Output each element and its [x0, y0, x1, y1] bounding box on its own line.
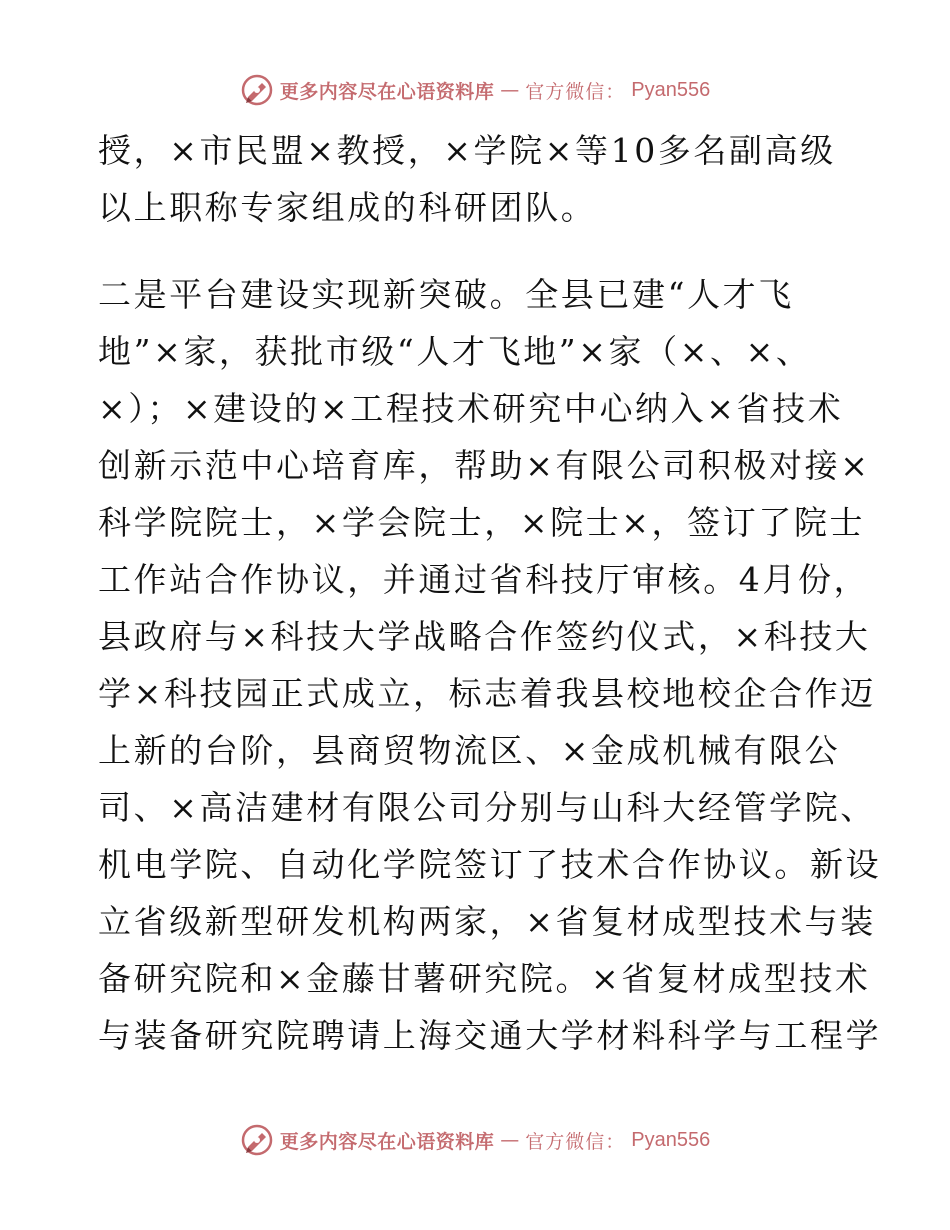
paragraph-line: 上新的台阶，县商贸物流区、×金成机械有限公 [98, 731, 841, 770]
paragraph-line: 备研究院和×金藤甘薯研究院。×省复材成型技术 [98, 959, 871, 998]
paragraph-line: 二是平台建设实现新突破。全县已建“人才飞 [98, 275, 794, 314]
watermark-separator: — [500, 1129, 520, 1151]
watermark-label: 官方微信： [525, 80, 626, 103]
watermark-wechat-id: Pyan556 [631, 1128, 711, 1151]
paragraph-line: 立省级新型研发机构两家，×省复材成型技术与装 [98, 902, 876, 941]
paragraph-line: 授，×市民盟×教授，×学院×等10多名副高级 [98, 131, 836, 170]
paragraph-gap [98, 236, 858, 266]
watermark-text: 更多内容尽在心语资料库 [279, 1130, 495, 1153]
pen-logo-icon [240, 73, 274, 107]
paragraph-line: 县政府与×科技大学战略合作签约仪式，×科技大 [98, 617, 871, 656]
paragraph-line: 科学院院士，×学会院士，×院士×，签订了院士 [98, 503, 866, 542]
watermark-text: 更多内容尽在心语资料库 [279, 80, 495, 103]
paragraph-line: 司、×高洁建材有限公司分别与山科大经管学院、 [98, 788, 876, 827]
paragraph-line: 与装备研究院聘请上海交通大学材料科学与工程学 [98, 1016, 882, 1055]
watermark-separator: — [500, 79, 520, 101]
watermark-label: 官方微信： [525, 1130, 626, 1153]
header-watermark [0, 70, 950, 110]
paragraph-line: 机电学院、自动化学院签订了技术合作协议。新设 [98, 845, 882, 884]
pen-logo-icon [240, 1123, 274, 1157]
paragraph-line: 创新示范中心培育库，帮助×有限公司积极对接× [98, 446, 871, 485]
paragraph-line: 学×科技园正式成立，标志着我县校地校企合作迈 [98, 674, 876, 713]
paragraph-line: 工作站合作协议，并通过省科技厅审核。4月份， [98, 560, 870, 599]
paragraph-line: 以上职称专家组成的科研团队。 [98, 188, 597, 227]
paragraph-line: ×）；×建设的×工程技术研究中心纳入×省技术 [98, 389, 844, 428]
watermark-wechat-id: Pyan556 [631, 78, 711, 101]
document-body [98, 122, 882, 1064]
paragraph-line: 地”×家，获批市级“人才飞地”×家（×、×、 [98, 332, 812, 371]
footer-watermark [0, 1120, 950, 1160]
